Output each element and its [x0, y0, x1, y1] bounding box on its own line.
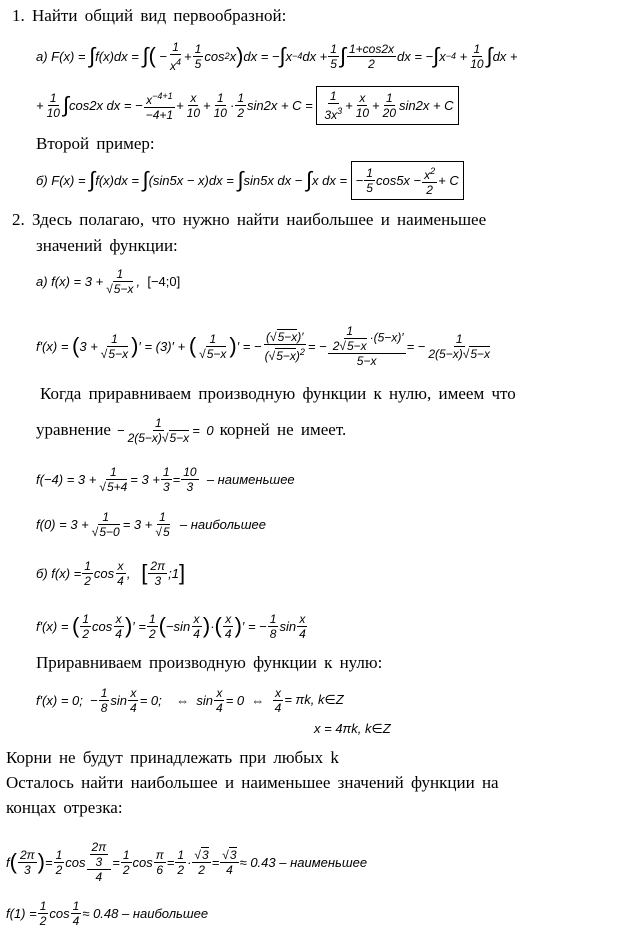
formula-a-line1: а) F(x) = ∫ f(x)dx = ∫ ( − 1 $x^4$ + 1 5 cos 2 x ) dx = − ∫ x −4 dx + 1 5 ∫ 1+cos2x 2 dx = − ∫ x −4 + 1 10 ∫ dx + [36, 39, 518, 73]
second-example-label: Второй пример: [36, 134, 155, 153]
deriv-b: f′(x) = ( 1 2 cos x 4 ) ′ = 1 2 ( −sin x 4 ) · ( x 4 ) ′ = − 1 8 sin x 4 [36, 611, 306, 641]
value-f-2pi3: f ( 2π 3 ) = 1 2 cos $\frac{2\pi}{3}$ 4 = 1 2 cos π 6 = 1 2 · √3 2 = √3 4 ≈ 0.43 – наименьшее [6, 840, 368, 884]
value-f-0: f(0) = 3 + 1 √5−0 = 3 + 1 √5 – наибольшее [36, 509, 266, 539]
equation-b-2: x = 4πk, k∈Z [314, 721, 391, 736]
deriv-a: f′(x) = ( 3 + 1 √5−x ) ′ = (3)′ + ( 1 √5−x ) ′ = − (√5−x)′ $(√5-x)^2$ = − $\frac{1}{2√5-x}$ ·(5−x)′ 5−x = − 1 2(5−x)√5−x [36, 324, 490, 368]
formula-b-line: б) F(x) = ∫ f(x)dx = ∫ (sin5x − x)dx = ∫ sin5x dx − ∫ x dx = − 1 5 cos5x − $x^2$ 2 + C [36, 158, 464, 202]
note-max-2: – наибольшее [122, 905, 209, 921]
result-box-b: − 1 5 cos5x − $x^2$ 2 + C [351, 161, 464, 200]
note-min-2: – наименьшее [279, 854, 368, 870]
text-no-roots-pre: уравнение [36, 420, 111, 439]
value-f-minus4: f(−4) = 3 + 1 √5+4 = 3 + 1 3 = 10 3 – наименьшее [36, 464, 295, 494]
result-box-a: 1 $3x^3$ + x 10 + 1 20 sin2x + C [316, 86, 458, 125]
equation-b-1: f′(x) = 0; − 1 8 sin x 4 = 0; ⇔ sin x 4 = 0 ⇔ x 4 = πk, k∈Z [36, 685, 344, 715]
func-a: а) f(x) = 3 + 1 √5−x , [−4;0] [36, 266, 181, 296]
text-no-roots [36, 410, 346, 450]
text-roots-not-belong: Корни не будут принадлежать при любых k [6, 748, 339, 767]
text-endpoints-1: Осталось найти наибольшее и наименьшее значений функции на [6, 773, 499, 792]
equation-no-roots: − 1 2(5−x)√5−x = 0 [116, 415, 214, 445]
value-f-1: f(1) = 1 2 cos 1 4 ≈ 0.48 – наибольшее [6, 898, 209, 928]
func-b: б) f(x) = 1 2 cos x 4 , [ 2π 3 ;1 ] [36, 558, 186, 588]
note-max-1: – наибольшее [179, 516, 266, 532]
text-derivative-zero: Когда приравниваем производную функции к нулю, имеем что [40, 384, 516, 403]
text-endpoints-2: концах отрезка: [6, 798, 123, 817]
section2-heading-line2: значений функции: [36, 236, 178, 255]
note-min-1: – наименьшее [206, 471, 295, 487]
text-no-roots-post: корней не имеет. [219, 420, 347, 439]
section2-heading-line1: 2. Здесь полагаю, что нужно найти наибольшее и наименьшее [12, 210, 487, 229]
section1-heading: 1. Найти общий вид первообразной: [12, 6, 287, 25]
text-set-zero: Приравниваем производную функции к нулю: [36, 653, 383, 672]
formula-a-line2: + 1 10 ∫ cos2x dx = − $x^{-4+1}$ −4+1 + x 10 + 1 10 · 1 2 sin2x + C = 1 $3x^3$ + x 10 + 1 20 sin2x + C [36, 83, 459, 127]
